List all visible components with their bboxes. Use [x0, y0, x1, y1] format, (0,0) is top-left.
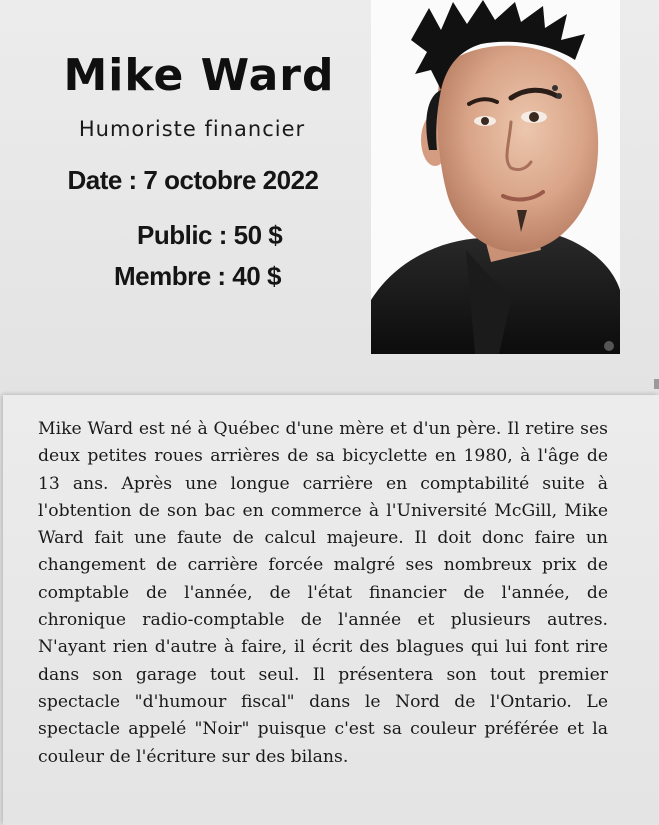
portrait-illustration: [371, 0, 620, 354]
panel-edge-marker: [654, 379, 659, 389]
member-price: Membre : 40 $: [114, 261, 281, 291]
performer-name: Mike Ward: [63, 50, 335, 101]
public-price: Public : 50 $: [137, 220, 283, 250]
performer-photo: [371, 0, 620, 354]
event-date: Date : 7 octobre 2022: [67, 165, 319, 195]
bio-text: Mike Ward est né à Québec d'une mère et d'un père. Il retire ses deux petites roues arrières de sa bicyclette en 1980, à l'âge de 13 ans. Après une longue carrière en comptabilité suite à l'obtention de son bac en commerce à l'Université McGill, Mike Ward fait une faute de calcul majeure. Il doit donc faire un changement de carrière forcée malgré ses nombreux prix de comptable de l'année, de l'état financier de l'année, de chronique radio-comptable de l'année et plusieurs autres. N'ayant rien d'autre à faire, il écrit des blagues qui lui font rire dans son garage tout seul. Il présentera son tout premier spectacle "d'humour fiscal" dans le Nord de l'Ontario. Le spectacle appelé "Noir" puisque c'est sa couleur préférée et la couleur de l'écriture sur des bilans.: [38, 419, 608, 767]
performer-subtitle: Humoriste financier: [78, 117, 306, 141]
header-panel: [0, 0, 659, 395]
